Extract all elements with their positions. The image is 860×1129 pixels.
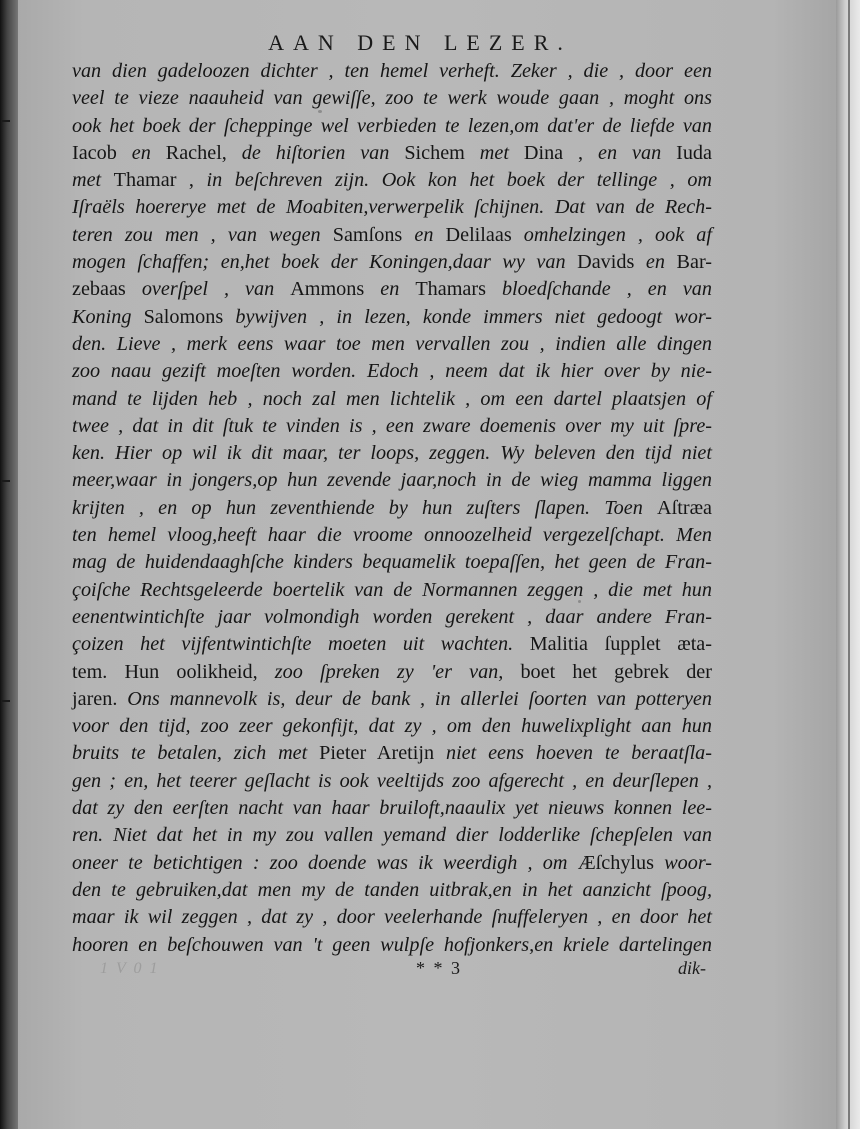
text-line bbox=[72, 440, 712, 467]
italic-run: ken. Hier op wil ik dit maar, ter loops, zeggen. Wy beleven den tijd niet bbox=[72, 442, 712, 465]
text-line bbox=[72, 386, 712, 413]
italic-run: overſpel , van bbox=[141, 278, 291, 301]
roman-run: Sichem bbox=[404, 141, 480, 164]
italic-run: den te gebruiken,dat men my de tanden uitbrak,en in het aanzicht ſpoog, bbox=[72, 878, 712, 901]
italic-run: zoo naau gezift moeſten worden. Edoch , neem dat ik hier over by nie- bbox=[72, 360, 712, 383]
italic-run: met bbox=[479, 141, 524, 164]
body-text bbox=[72, 58, 712, 959]
roman-run: tem. Hun oolikheid, bbox=[72, 660, 275, 683]
text-line bbox=[72, 194, 712, 221]
show-through-text: 1 V 0 1 bbox=[100, 960, 160, 977]
italic-run: en van bbox=[598, 141, 677, 164]
italic-run: en bbox=[414, 223, 446, 246]
italic-run: mag de huidendaaghſche kinders bequamelik toepaſſen, het geen de Fran- bbox=[72, 551, 712, 574]
text-line bbox=[72, 740, 712, 767]
text-line bbox=[72, 686, 712, 713]
roman-run: Iuda bbox=[676, 141, 712, 164]
roman-run: Aſtræa bbox=[657, 496, 712, 519]
roman-run: Iacob bbox=[72, 141, 132, 164]
italic-run: eenentwintichſte jaar volmondigh worden gerekent , daar andere Fran- bbox=[72, 605, 712, 628]
italic-run: de hiſtorien van bbox=[241, 141, 405, 164]
text-line bbox=[72, 713, 712, 740]
text-line bbox=[72, 768, 712, 795]
italic-run: en bbox=[131, 141, 166, 164]
text-line bbox=[72, 358, 712, 385]
italic-run: ren. Niet dat het in my zou vallen yemand dier lodderlike ſchepſelen van bbox=[72, 824, 712, 847]
italic-run: niet eens hoeven te beraatſla- bbox=[445, 742, 712, 765]
text-line bbox=[72, 167, 712, 194]
text-line bbox=[72, 58, 712, 85]
text-line bbox=[72, 877, 712, 904]
text-line bbox=[72, 140, 712, 167]
roman-run: Æſchylus bbox=[577, 851, 665, 874]
italic-run: twee , dat in dit ſtuk te vinden is , een zware doemenis over my uit ſpre- bbox=[72, 414, 712, 437]
italic-run: en bbox=[380, 278, 416, 301]
catchword: dik- bbox=[678, 958, 706, 978]
text-line bbox=[72, 413, 712, 440]
roman-run: Dina , bbox=[523, 141, 599, 164]
text-line bbox=[72, 522, 712, 549]
italic-run: Ons mannevolk is, deur de bank , in allerlei ſoorten van potteryen bbox=[127, 687, 712, 710]
italic-run: meer,waar in jongers,op hun zevende jaar,noch in de wieg mamma liggen bbox=[72, 469, 712, 492]
text-line bbox=[72, 795, 712, 822]
text-line bbox=[72, 850, 712, 877]
italic-run: krijten , en op hun zeventhiende by hun zuſters ſlapen. Toen bbox=[72, 496, 658, 519]
roman-run: Pieter Aretijn bbox=[319, 742, 446, 765]
roman-run: Thamars bbox=[415, 278, 502, 301]
text-line bbox=[72, 604, 712, 631]
roman-run: Thamar , bbox=[113, 169, 207, 192]
text-line bbox=[72, 276, 712, 303]
roman-run: Salomons bbox=[143, 305, 236, 328]
text-line bbox=[72, 577, 712, 604]
italic-run: ten hemel vloog,heeft haar die vroome onnoozelheid vergezelſchapt. Men bbox=[72, 524, 712, 547]
italic-run: bruits te betalen, zich met bbox=[72, 742, 320, 765]
italic-run: den. Lieve , merk eens waar toe men vervallen zou , indien alle dingen bbox=[72, 332, 712, 355]
roman-run: Davids bbox=[577, 251, 646, 274]
text-line bbox=[72, 222, 712, 249]
signature-mark: * * 3 bbox=[416, 958, 462, 978]
text-line bbox=[72, 549, 712, 576]
italic-run: gen ; en, het teerer geſlacht is ook veeltijds zoo afgerecht , en deurſlepen , bbox=[72, 769, 712, 792]
roman-run: Malitia ſupplet æta- bbox=[529, 633, 712, 656]
italic-run: en bbox=[645, 251, 677, 274]
text-line bbox=[72, 822, 712, 849]
running-header: AAN DEN LEZER. bbox=[268, 30, 572, 55]
italic-run: ook het boek der ſcheppinge wel verbieden te lezen,om dat'er de liefde van bbox=[72, 114, 712, 137]
page-edge-line bbox=[848, 0, 850, 1129]
text-line bbox=[72, 904, 712, 931]
text-line bbox=[72, 249, 712, 276]
text-line bbox=[72, 659, 712, 686]
italic-run: oneer te betichtigen : zoo doende was ik weerdigh , om bbox=[72, 851, 578, 874]
text-line bbox=[72, 631, 712, 658]
italic-run: woor- bbox=[664, 851, 713, 874]
italic-run: hooren en beſchouwen van 't geen wulpſe hofjonkers,en kriele dartelingen bbox=[72, 933, 712, 956]
italic-run: van dien gadeloozen dichter , ten hemel verheft. Zeker , die , door een bbox=[72, 60, 712, 82]
italic-run: zoo ſpreken zy 'er van, bbox=[274, 660, 521, 683]
italic-run: veel te vieze naauheid van gewiſſe, zoo te werk woude gaan , moght ons bbox=[72, 87, 712, 110]
italic-run: mand te lijden heb , noch zal men lichtelik , om een dartel plaatsjen of bbox=[72, 387, 712, 410]
italic-run: çoizen het vijfentwintichſte moeten uit wachten. bbox=[72, 633, 530, 656]
roman-run: Samſons bbox=[332, 223, 415, 246]
book-gutter bbox=[0, 0, 18, 1129]
italic-run: çoiſche Rechtsgeleerde boertelik van de Normannen zeggen , die met hun bbox=[72, 578, 712, 601]
roman-run: zebaas bbox=[72, 278, 142, 301]
italic-run: bloedſchande , en van bbox=[501, 278, 712, 301]
roman-run: Delilaas bbox=[445, 223, 524, 246]
italic-run: Koning bbox=[72, 305, 144, 328]
italic-run: teren zou men , van wegen bbox=[72, 223, 333, 246]
roman-run: jaren. bbox=[72, 687, 128, 710]
italic-run: omhelzingen , ook af bbox=[523, 223, 712, 246]
italic-run: mogen ſchaffen; en,het boek der Koningen,daar wy van bbox=[72, 251, 578, 274]
text-line bbox=[72, 113, 712, 140]
roman-run: Bar- bbox=[676, 251, 712, 274]
italic-run: maar ik wil zeggen , dat zy , door veelerhande ſnuffeleryen , en door het bbox=[72, 906, 712, 929]
text-line bbox=[72, 304, 712, 331]
text-line bbox=[72, 932, 712, 959]
gutter-mark bbox=[2, 700, 10, 702]
italic-run: in beſchreven zijn. Ook kon het boek der tellinge , om bbox=[206, 169, 712, 192]
gutter-mark bbox=[2, 120, 10, 122]
roman-run: boet het gebrek der bbox=[520, 660, 712, 683]
italic-run: bywijven , in lezen, konde immers niet gedoogt wor- bbox=[235, 305, 713, 328]
italic-run: dat zy den eerſten nacht van haar bruiloft,naaulix yet nieuws konnen lee- bbox=[72, 797, 712, 820]
gutter-mark bbox=[2, 480, 10, 482]
text-line bbox=[72, 85, 712, 112]
text-line bbox=[72, 331, 712, 358]
italic-run: met bbox=[72, 169, 114, 192]
text-line bbox=[72, 467, 712, 494]
italic-run: voor den tijd, zoo zeer gekonfijt, dat zy , om den huwelixplight aan hun bbox=[72, 715, 712, 738]
roman-run: Rachel, bbox=[165, 141, 242, 164]
roman-run: Ammons bbox=[290, 278, 381, 301]
text-line bbox=[72, 495, 712, 522]
italic-run: Iſraëls hoererye met de Moabiten,verwerpelik ſchijnen. Dat van de Rech- bbox=[72, 196, 712, 219]
